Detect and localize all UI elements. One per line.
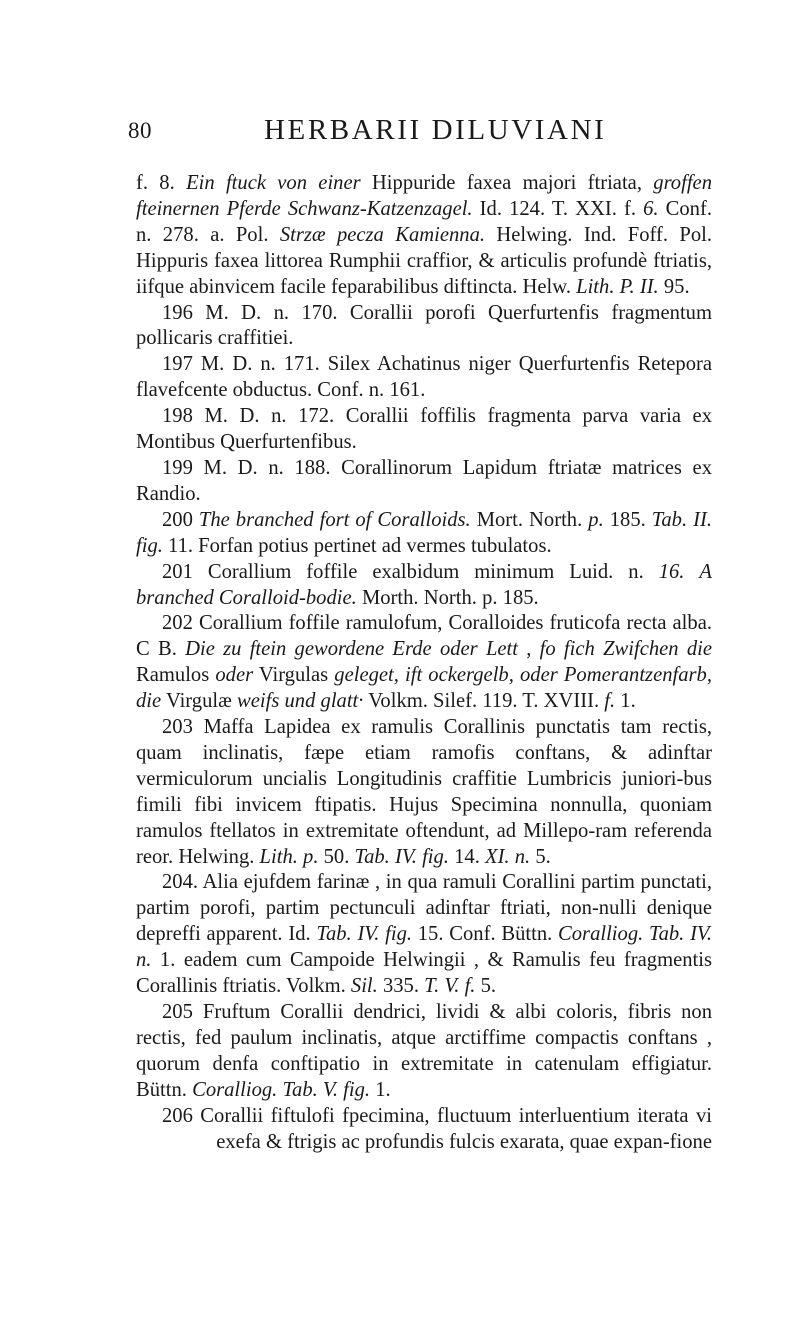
- text-segment: 15. Conf. Büttn.: [412, 923, 559, 946]
- italic-text: Tab. IV. fig.: [316, 923, 413, 946]
- italic-text: f.: [604, 690, 616, 713]
- italic-text: Die zu ftein gewordene Erde oder Lett: [185, 638, 518, 661]
- text-segment: 198 M. D. n. 172. Corallii foffilis fragmenta parva varia ex Montibus Querfurtenfibus.: [136, 405, 712, 454]
- italic-text: Sil.: [350, 975, 378, 998]
- text-segment: 1.: [370, 1078, 391, 1101]
- catalog-text: [136, 171, 712, 1155]
- page-number: 80: [128, 118, 152, 143]
- italic-text: A branched Coralloid-bodie.: [136, 560, 712, 609]
- italic-text: 16.: [658, 560, 685, 583]
- text-segment: 204. Alia ejufdem farinæ , in qua ramuli Corallini partim punctati, partim porofi, partim pectunculi adinftar ftriati, non-nulli denique depreffi apparent. Id.: [136, 871, 712, 946]
- text-segment: 5.: [475, 975, 497, 998]
- text-segment: f. 8.: [136, 172, 187, 194]
- catalog-entry-196: [136, 301, 712, 353]
- text-segment: 11. Forfan potius pertinet ad vermes tubulatos.: [162, 534, 552, 557]
- catalog-entry-205: [136, 1000, 712, 1104]
- catalog-entry-201: [136, 560, 712, 612]
- catalog-entry-204: [136, 870, 712, 1000]
- text-segment: Id. 124. T. XXI. f.: [472, 197, 644, 220]
- catalog-entry-206: [136, 1104, 712, 1156]
- italic-text: fo fich Zwifchen die: [539, 638, 712, 661]
- text-segment: 197 M. D. n. 171. Silex Achatinus niger Querfurtenfis Retepora flavefcente obductus. Conf. n. 161.: [136, 353, 712, 402]
- catalog-entry-203: [136, 715, 712, 870]
- italic-text: Lith. P. II.: [576, 275, 659, 298]
- text-segment: ,: [517, 638, 540, 661]
- catalog-entry-202: [136, 611, 712, 715]
- text-segment: Helwing. Ind. Foff. Pol. Hippuris faxea littorea Rumphii craffior, & articulis profundè ftriatis, iifque abinvicem facile feparabilibus diftincta. Helw.: [136, 223, 712, 298]
- text-segment: 1.: [615, 690, 636, 713]
- text-segment: 196 M. D. n. 170. Corallii porofi Querfurtenfis fragmentum pollicaris craffitiei.: [136, 301, 712, 350]
- italic-text: T. V. f.: [424, 975, 476, 998]
- text-segment: 1. eadem cum Campoide Helwingii , & Ramulis feu fragmentis Corallinis ftriatis. Volkm.: [136, 949, 712, 998]
- text-segment: 95.: [658, 275, 690, 298]
- text-segment: 205 Fruftum Corallii dendrici, lividi & albi coloris, fibris non rectis, fed paulum inclinatis, atque arctiffime compactis conftans , quorum denfa conftipatio in extremitate in catenulam effigiatur. Büttn.: [136, 1001, 712, 1101]
- italic-text: Tab. II. fig.: [136, 508, 712, 557]
- text-segment: 202 Corallium foffile ramulofum, Coralloides fruticofa recta alba. C B.: [136, 612, 712, 661]
- text-segment: Morth. North. p. 185.: [356, 586, 539, 609]
- text-segment: [684, 561, 699, 583]
- catalog-entry-197: [136, 352, 712, 404]
- italic-text: weifs und glatt·: [237, 690, 364, 713]
- text-segment: 185.: [603, 508, 652, 531]
- text-segment: Volkm. Silef. 119. T. XVIII.: [363, 690, 605, 713]
- text-segment: 206 Corallii fiftulofi fpecimina, fluctuum interluentium iterata vi exefa & ftrigis ac profundis fulcis exarata, quae expan-fione: [162, 1104, 712, 1153]
- text-segment: Conf. n. 278. a. Pol.: [136, 197, 712, 246]
- text-segment: 201 Corallium foffile exalbidum minimum Luid. n.: [162, 560, 659, 583]
- italic-text: oder: [215, 664, 254, 687]
- italic-text: groffen fteinernen Pferde Schwanz-Katzenzagel.: [136, 172, 712, 220]
- text-segment: Virgulæ: [161, 690, 237, 713]
- text-segment: 335.: [377, 975, 425, 998]
- text-segment: 200: [162, 508, 199, 531]
- text-segment: 14.: [448, 845, 485, 868]
- italic-text: 6.: [643, 197, 659, 220]
- italic-text: Ein ftuck von einer: [186, 172, 361, 194]
- text-segment: 50.: [318, 845, 355, 868]
- catalog-entry-198: [136, 404, 712, 456]
- italic-text: XI. n.: [485, 845, 531, 868]
- italic-text: Lith. p.: [259, 845, 319, 868]
- text-segment: Mort. North.: [470, 508, 589, 531]
- text-segment: 5.: [530, 845, 551, 868]
- text-segment: Hippuride faxea majori ftriata,: [360, 172, 654, 194]
- italic-text: p.: [588, 508, 604, 531]
- italic-text: Coralliog. Tab. IV. n.: [136, 923, 712, 972]
- italic-text: The branched fort of Coralloids.: [198, 508, 471, 531]
- text-segment: 199 M. D. n. 188. Corallinorum Lapidum ftriatæ matrices ex Randio.: [136, 456, 712, 505]
- italic-text: Tab. IV. fig.: [354, 845, 449, 868]
- catalog-entry-200: [136, 508, 712, 560]
- catalog-entry-199: [136, 456, 712, 508]
- text-segment: Ramulos: [136, 664, 216, 687]
- italic-text: Coralliog. Tab. V. fig.: [192, 1078, 371, 1101]
- italic-text: Strzæ pecza Kamienna.: [279, 223, 486, 246]
- text-segment: 203 Maffa Lapidea ex ramulis Corallinis punctatis tam rectis, quam inclinatis, fæpe etiam ramofis conftans, & adinftar vermiculorum uncialis Longitudinis craffitie Lumbricis juniori-bus fimili fibi invicem ftipatis. Hujus Specimina nonnulla, quoniam ramulos ftellatos in extremitate oftendunt, ad Millepo-ram referenda reor. Helwing.: [136, 716, 712, 868]
- italic-text: geleget, ift ockergelb, oder Pomerantzenfarb, die: [136, 664, 712, 713]
- catalog-entry-f8: [136, 171, 712, 301]
- running-title: HERBARII DILUVIANI: [264, 114, 607, 146]
- text-segment: Virgulas: [253, 664, 335, 687]
- page-header: [128, 114, 708, 154]
